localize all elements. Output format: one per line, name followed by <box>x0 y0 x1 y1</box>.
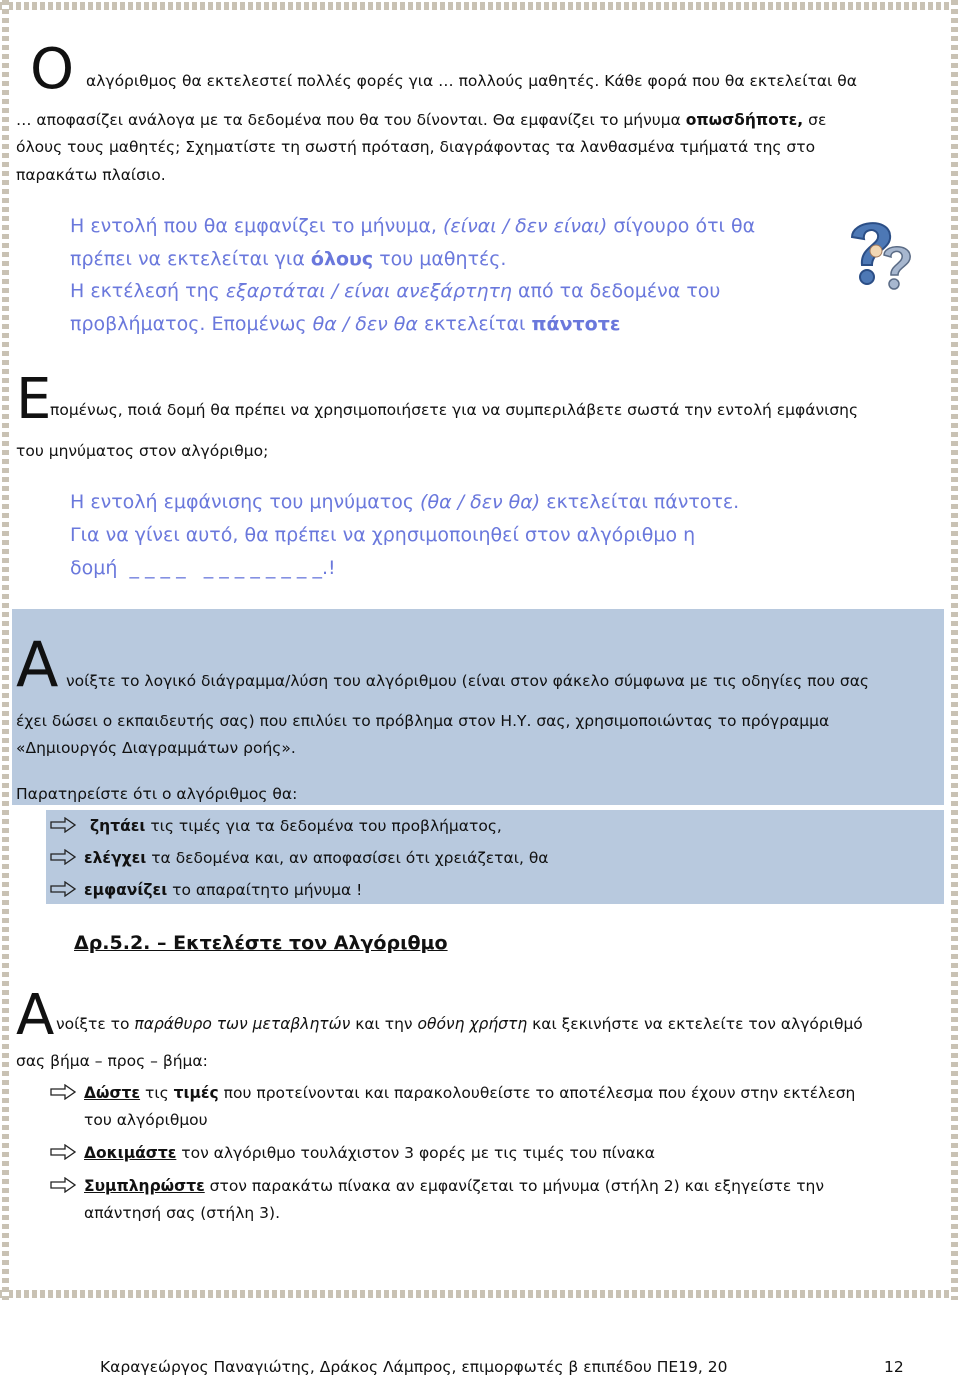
box1-line-1 <box>70 210 755 242</box>
box1-text: προβλήματος. Επομένως <box>70 313 313 335</box>
step-keyword: Συμπληρώστε <box>84 1177 205 1195</box>
q2-line-2: του μηνύματος στον αλγόριθμο; <box>16 442 269 460</box>
instruction-band <box>12 609 944 805</box>
activity-line-1 <box>56 1011 942 1037</box>
intro-emphasis: οπωσδήποτε, <box>685 111 804 129</box>
intro-dropcap: Ο <box>30 37 75 102</box>
bullet-keyword: εμφανίζει <box>84 881 168 899</box>
box1-text: από τα δεδομένα του <box>511 280 721 302</box>
page-number: 12 <box>884 1358 904 1376</box>
step-keyword: Δοκιμάστε <box>84 1144 177 1162</box>
box2-line-2: Για να γίνει αυτό, θα πρέπει να χρησιμοποιηθεί στον αλγόριθμο η <box>70 524 696 546</box>
bullet-keyword: ζητάει <box>90 817 146 835</box>
arrow-outline-icon <box>50 1177 76 1193</box>
arrow-outline-icon <box>50 849 76 865</box>
box1-emphasis: όλους <box>310 248 374 270</box>
intro-line-2 <box>16 107 941 133</box>
arrow-outline-icon <box>50 817 76 833</box>
activity-text: και ξεκινήστε να εκτελείτε τον αλγόριθμό <box>527 1015 863 1033</box>
activity-text: νοίξτε το <box>56 1015 135 1033</box>
box2-text: εκτελείται πάντοτε. <box>540 491 740 513</box>
activity-line-2: σας βήμα – προς – βήμα: <box>16 1052 208 1070</box>
activity-step-3-cont: απάντησή σας (στήλη 3). <box>84 1204 281 1222</box>
section3-line-2: έχει δώσει ο εκπαιδευτής σας) που επιλύει το πρόβλημα στον Η.Υ. σας, χρησιμοποιώντας το πρόγραμμα <box>16 712 830 730</box>
activity-step-1 <box>84 1080 942 1106</box>
activity-step-1-cont: του αλγόριθμου <box>84 1111 208 1129</box>
arrow-outline-icon <box>50 1144 76 1160</box>
box1-text: Η εκτέλεσή της <box>70 280 226 302</box>
arrow-outline-icon <box>50 1084 76 1100</box>
page-border-bottom <box>0 1290 960 1298</box>
page-border-right <box>951 0 958 1300</box>
bullet-keyword: ελέγχει <box>84 849 147 867</box>
intro-line-4: παρακάτω πλαίσιο. <box>16 166 166 184</box>
bullet-text: τα δεδομένα και, αν αποφασίσει ότι χρειάζεται, θα <box>146 849 549 867</box>
box1-text: πρέπει να εκτελείται για <box>70 248 311 270</box>
step-text: στον παρακάτω πίνακα αν εμφανίζεται το μήνυμα (στήλη 2) και εξηγείστε την <box>204 1177 825 1195</box>
box1-emphasis: πάντοτε <box>531 313 621 335</box>
intro-line-1: αλγόριθμος θα εκτελεστεί πολλές φορές για … πολλούς μαθητές. Κάθε φορά που θα εκτελείται θα <box>86 72 857 90</box>
box1-line-2 <box>70 243 506 275</box>
step-keyword: τιμές <box>173 1084 219 1102</box>
footer-authors: Καραγεώργος Παναγιώτης, Δράκος Λάμπρος, επιμορφωτές β επιπέδου ΠΕ19, 20 <box>100 1358 728 1376</box>
box1-choice-3: θα / δεν θα <box>312 313 418 335</box>
page-border-left <box>2 0 9 1300</box>
page-border-top <box>0 2 960 10</box>
box2-text: Η εντολή εμφάνισης του μηνύματος <box>70 491 421 513</box>
activity-step-3 <box>84 1173 942 1199</box>
box2-line-1 <box>70 486 739 518</box>
box1-line-4 <box>70 308 620 340</box>
step-text: τον αλγόριθμο τουλάχιστον 3 φορές με τις τιμές του πίνακα <box>176 1144 656 1162</box>
step-text: τις <box>140 1084 174 1102</box>
box1-choice-1: (είναι / δεν είναι) <box>442 215 608 237</box>
bullet-text: το απαραίτητο μήνυμα ! <box>167 881 363 899</box>
box1-text: Η εντολή που θα εμφανίζει το μήνυμα, <box>70 215 443 237</box>
box1-line-3 <box>70 275 720 307</box>
section3-dropcap: Α <box>16 628 59 701</box>
section3-line-3: «Δημιουργός Διαγραμμάτων ροής». <box>16 739 296 757</box>
box2-choice: (θα / δεν θα) <box>420 491 541 513</box>
box1-choice-2: εξαρτάται / είναι ανεξάρτητη <box>225 280 512 302</box>
activity-step-2 <box>84 1140 655 1166</box>
box2-line-3: δομή _ _ _ _ _ _ _ _ _ _ _ _.! <box>70 557 336 579</box>
box1-text: εκτελείται <box>417 313 532 335</box>
step-keyword: Δώστε <box>84 1084 141 1102</box>
section3-bullet-1 <box>90 813 502 839</box>
step-text: που προτείνονται και παρακολουθείστε το αποτέλεσμα που έχουν στην εκτέλεση <box>218 1084 856 1102</box>
activity-title: Δρ.5.2. – Εκτελέστε τον Αλγόριθμο <box>74 932 448 954</box>
intro-line-2-text: … αποφασίζει ανάλογα με τα δεδομένα που θα του δίνονται. Θα εμφανίζει το μήνυμα <box>16 111 686 129</box>
activity-text: και την <box>350 1015 418 1033</box>
q2-dropcap: Ε <box>16 367 52 432</box>
section3-line-1: νοίξτε το λογικό διάγραμμα/λύση του αλγόριθμου (είναι στον φάκελο σύμφωνα με τις οδηγίες που σας <box>66 672 870 690</box>
activity-dropcap: Α <box>16 983 55 1048</box>
activity-user-screen: οθόνη χρήστη <box>417 1015 528 1033</box>
section3-bullet-2 <box>84 845 549 871</box>
activity-variables-window: παράθυρο των μεταβλητών <box>134 1015 351 1033</box>
section3-note: Παρατηρείστε ότι ο αλγόριθμος θα: <box>16 785 298 803</box>
intro-line-2-end: σε <box>803 111 827 129</box>
intro-line-3: όλους τους μαθητές; Σχηματίστε τη σωστή πρόταση, διαγράφοντας τα λανθασμένα τμήματά της στο <box>16 138 816 156</box>
q2-line-1: πομένως, ποιά δομή θα πρέπει να χρησιμοποιήσετε για να συμπεριλάβετε σωστά την εντολή εμφάνισης <box>50 401 859 419</box>
section3-bullet-3 <box>84 877 362 903</box>
arrow-outline-icon <box>50 881 76 897</box>
question-mark-icon <box>842 215 922 295</box>
box1-text: σίγουρο ότι θα <box>607 215 756 237</box>
box1-text: του μαθητές. <box>373 248 507 270</box>
bullet-text: τις τιμές για τα δεδομένα του προβλήματος, <box>145 817 502 835</box>
